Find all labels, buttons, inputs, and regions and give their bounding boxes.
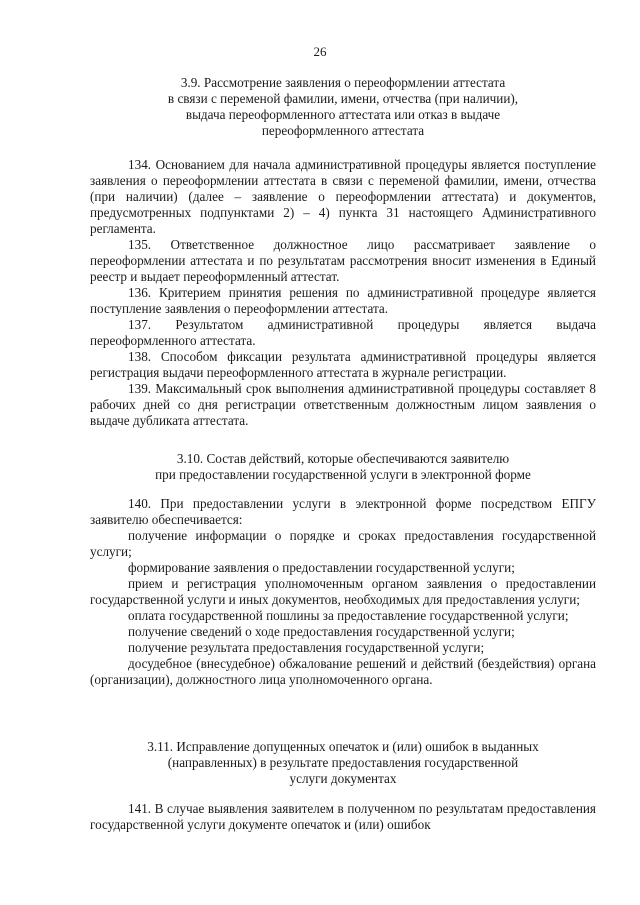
list-item: получение результата предоставления государственной услуги;: [128, 640, 485, 655]
section-heading-3-9: [90, 75, 596, 139]
paragraph-135: 135. Ответственное должностное лицо рассматривает заявление о переоформлении аттестата и по результатам рассмотрения вносит изменения в Единый реестр и выдает переоформленный аттестат.: [90, 237, 596, 284]
paragraph-139: 139. Максимальный срок выполнения административной процедуры составляет 8 рабочих дней со дня регистрации ответственным должностным лицом заявления о выдаче дубликата аттестата.: [90, 381, 596, 428]
section-body-3-11: [90, 801, 596, 833]
paragraph-137: 137. Результатом административной процедуры является выдача переоформленного аттестата.: [90, 317, 596, 348]
list-item: прием и регистрация уполномоченным органом заявления о предоставлении государственной услуги и иных документов, необходимых для предоставления услуги;: [90, 576, 596, 607]
page-number: 26: [313, 44, 327, 59]
list-item: оплата государственной пошлины за предоставление государственной услуги;: [128, 608, 569, 623]
section-heading-3-11: [90, 739, 596, 787]
paragraph-141: 141. В случае выявления заявителем в полученном по результатам предоставления государственной услуги документе опечаток и (или) ошибок: [90, 801, 596, 832]
list-item: досудебное (внесудебное) обжалование решений и действий (бездействия) органа (организации), должностного лица уполномоченного органа.: [90, 656, 596, 687]
heading-line: переоформленного аттестата: [261, 123, 425, 138]
paragraph-134: 134. Основанием для начала административной процедуры является поступление заявления о переоформлении аттестата в связи с переменой фамилии, имени, отчества (при наличии) (далее – заявление о переоформлении аттестата) и документов, предусмотренных подпунктами 2) – 4) пункта 31 настоящего Административного регламента.: [90, 157, 596, 236]
section-body-3-10: [90, 496, 596, 688]
paragraph-136: 136. Критерием принятия решения по административной процедуре является поступление заявления о переоформлении аттестата.: [90, 285, 596, 316]
paragraph-140: 140. При предоставлении услуги в электронной форме посредством ЕПГУ заявителю обеспечивается:: [90, 496, 596, 527]
heading-line: 3.11. Исправление допущенных опечаток и (или) ошибок в выданных: [147, 739, 539, 754]
heading-line: в связи с переменой фамилии, имени, отчества (при наличии),: [167, 91, 519, 106]
section-heading-3-10: [90, 451, 596, 483]
section-body-3-9: [90, 157, 596, 429]
paragraph-138: 138. Способом фиксации результата административной процедуры является регистрация выдачи переоформленного аттестата в журнале регистрации.: [90, 349, 596, 380]
heading-line: (направленных) в результате предоставления государственной: [167, 755, 519, 770]
list-item: получение сведений о ходе предоставления государственной услуги;: [128, 624, 515, 639]
heading-line: при предоставлении государственной услуги в электронной форме: [155, 467, 531, 482]
list-item: формирование заявления о предоставлении государственной услуги;: [128, 560, 515, 575]
heading-line: 3.10. Состав действий, которые обеспечиваются заявителю: [176, 451, 510, 466]
heading-line: выдача переоформленного аттестата или отказ в выдаче: [185, 107, 501, 122]
list-item: получение информации о порядке и сроках предоставления государственной услуги;: [90, 528, 596, 559]
heading-line: 3.9. Рассмотрение заявления о переоформлении аттестата: [180, 75, 506, 90]
heading-line: услуги документах: [289, 771, 397, 786]
